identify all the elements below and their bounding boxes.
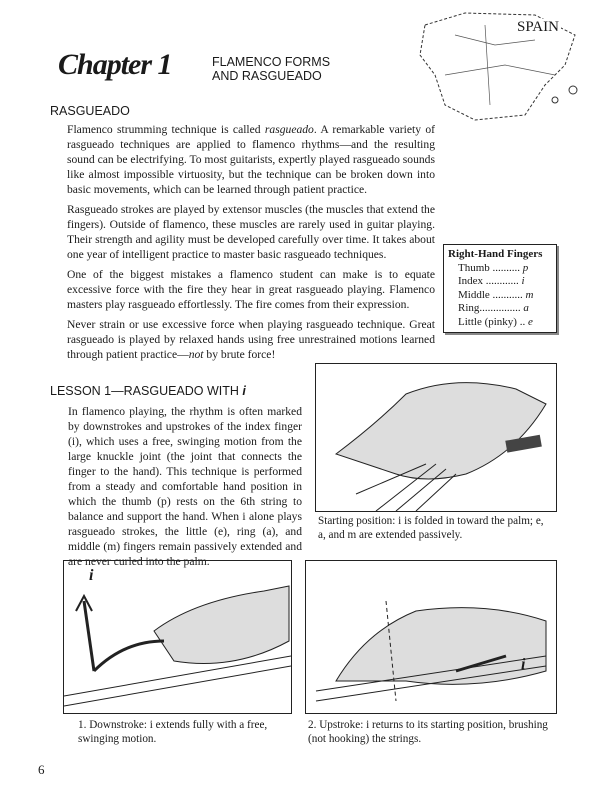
figure-upstroke xyxy=(305,560,557,714)
paragraph: Flamenco strumming technique is called rasgueado. A remarkable variety of rasgueado techniques are applied to flamenco rhythms—and the resulting sound can be electrifying. To most guitarists, expertly played rasgueado sounds like almost impossible virtuosity, but the technique can be broken down into basic movements, which can be learned through patient practice. xyxy=(67,123,435,196)
finger-row: Middle ........... m xyxy=(458,288,534,301)
chapter-title: Chapter 1 xyxy=(58,48,172,81)
lesson-paragraph: In flamenco playing, the rhythm is often marked by downstrokes and upstrokes of the index finger (i), which uses a free, swinging motion from the large knuckle joint (the joint that connects the finger to the hand). This technique is performed from a steady and comfortable hand position in which the thumb (p) rests on the 6th string to balance and support the hand. When i alone plays rasgueado strokes, the little (e), ring (a), and middle (m) fingers remain passively extended and are never curled into the palm. xyxy=(68,405,302,568)
right-hand-fingers-sidebar xyxy=(443,244,557,333)
finger-row: Little (pinky) .. e xyxy=(458,315,533,328)
page-number: 6 xyxy=(38,762,45,777)
finger-label: i xyxy=(521,656,526,673)
finger-row: Index ............ i xyxy=(458,275,525,287)
subtitle-line: FLAMENCO FORMS xyxy=(212,55,331,69)
finger-row: Thumb .......... p xyxy=(458,261,529,274)
figure-starting-position xyxy=(315,363,557,512)
finger-row: Ring............... a xyxy=(458,302,529,314)
section-heading: RASGUEADO xyxy=(50,104,130,118)
paragraph: Never strain or use excessive force when playing rasgueado technique. Great rasgueado is played by relaxed hands using free unrestrained motions learned through patient practice—not by brute force! xyxy=(67,318,435,361)
sidebar-title: Right-Hand Fingers xyxy=(448,248,543,260)
chapter-subtitle xyxy=(212,55,330,83)
lesson-heading: LESSON 1—RASGUEADO WITH i xyxy=(50,384,246,398)
figure-caption: 2. Upstroke: i returns to its starting position, brushing (not hooking) the strings. xyxy=(308,719,548,745)
paragraph: One of the biggest mistakes a flamenco student can make is to equate excessive force with the fire they hear in great rasgueado playing. Flamenco masters play rasgueado effortlessly. The fire comes from their expression. xyxy=(67,268,435,311)
spain-map xyxy=(415,5,585,125)
finger-label: i xyxy=(89,567,94,584)
subtitle-line: AND RASGUEADO xyxy=(212,69,322,83)
paragraph: Rasgueado strokes are played by extensor muscles (the muscles that extend the fingers). Outside of flamenco, these muscles are rarely used in guitar playing. Their strength and agility must be developed carefully over time. It takes about one year of intelligent practice to master basic rasgueado techniques. xyxy=(67,203,435,261)
hand-illustration-icon xyxy=(64,561,291,713)
hand-illustration-icon xyxy=(306,561,556,713)
map-label: SPAIN xyxy=(517,19,559,35)
figure-downstroke xyxy=(63,560,292,714)
figure-caption: Starting position: i is folded in toward the palm; e, a, and m are extended passively. xyxy=(318,515,544,541)
intro-text xyxy=(67,122,435,362)
figure-caption: 1. Downstroke: i extends fully with a free, swinging motion. xyxy=(78,719,268,745)
hand-illustration-icon xyxy=(316,364,556,511)
